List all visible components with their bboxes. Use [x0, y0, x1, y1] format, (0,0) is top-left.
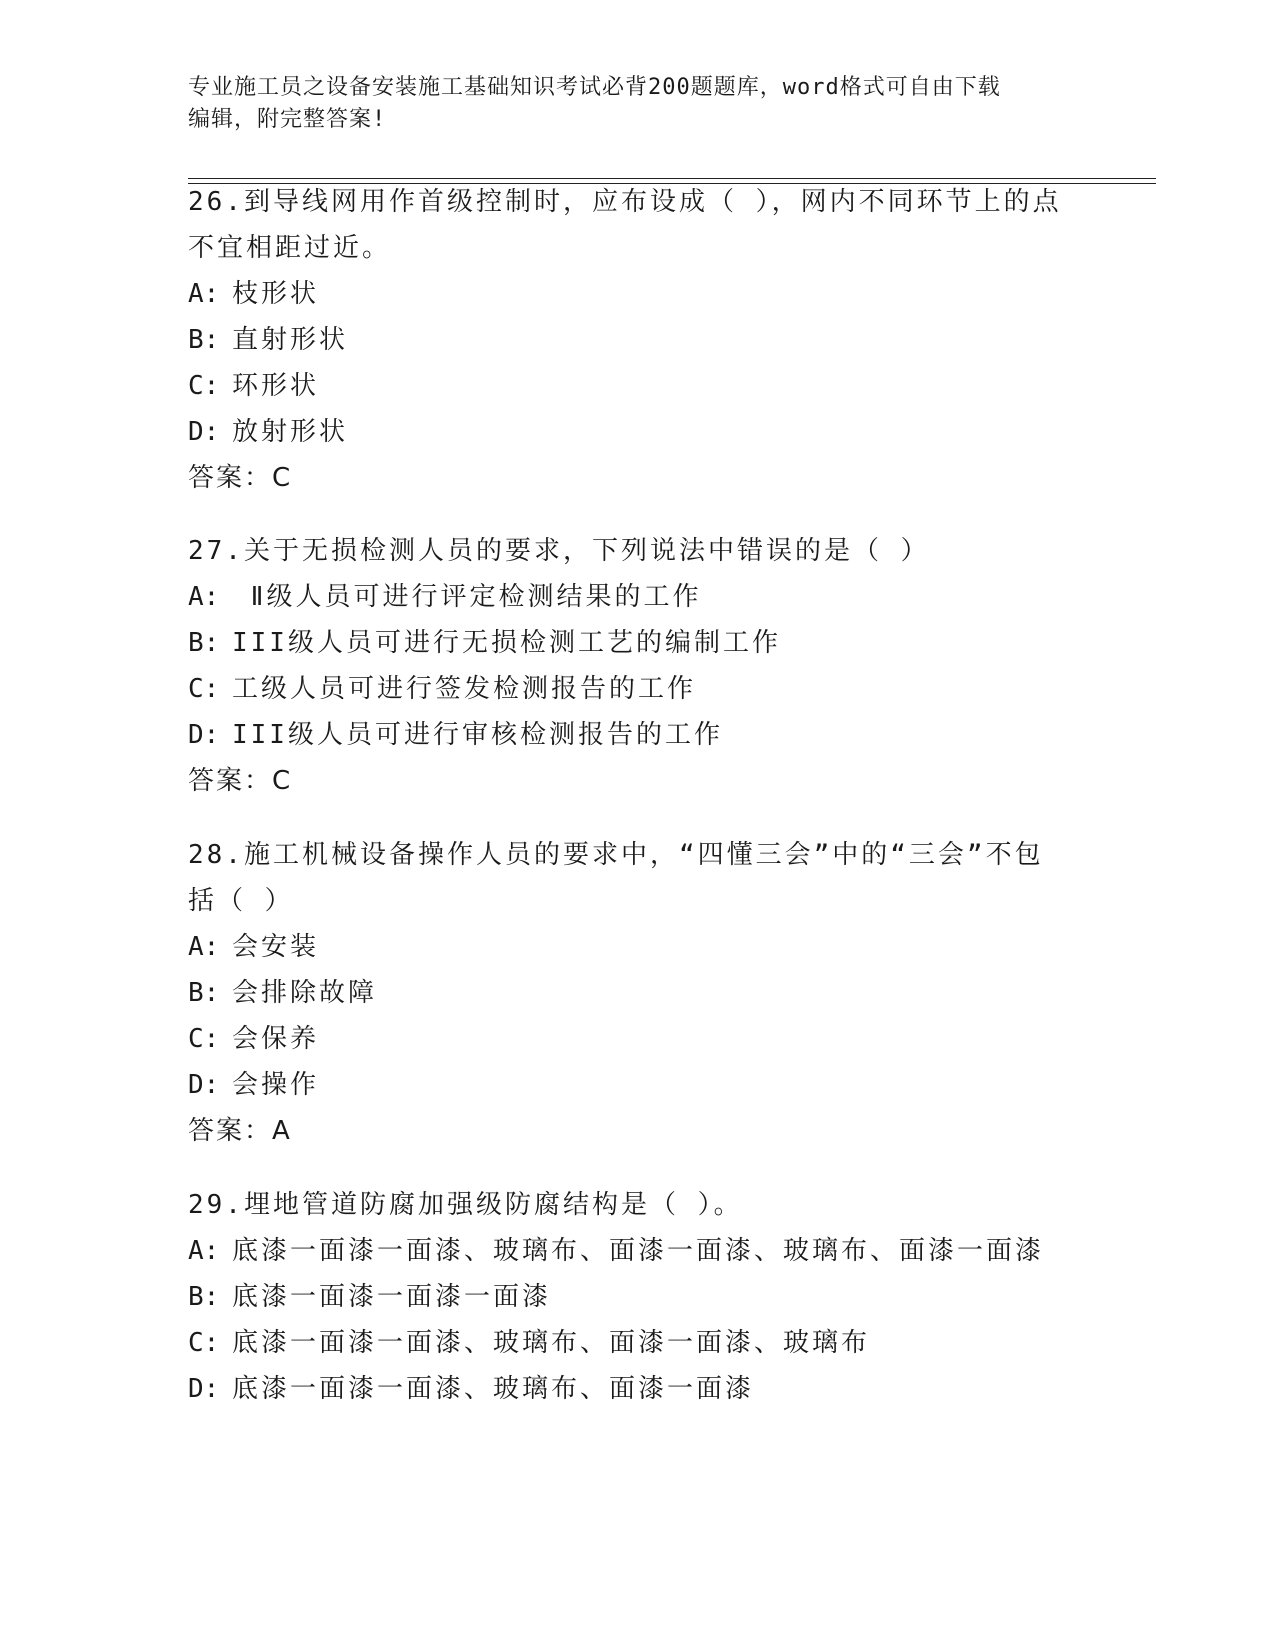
document-header	[188, 72, 1088, 136]
question-29	[188, 1182, 1088, 1412]
answer-line: 答案：C	[188, 463, 293, 493]
question-stem-line: 26.到导线网用作首级控制时，应布设成（ ），网内不同环节上的点	[188, 187, 1062, 217]
option-d: D: 会操作	[188, 1070, 320, 1100]
header-line-1: 专业施工员之设备安装施工基础知识考试必背200题题库，word格式可自由下载	[188, 75, 1001, 100]
option-d: D: 底漆一面漆一面漆、玻璃布、面漆一面漆	[188, 1374, 755, 1404]
option-b: B: 直射形状	[188, 325, 349, 355]
option-c: C: 底漆一面漆一面漆、玻璃布、面漆一面漆、玻璃布	[188, 1328, 871, 1358]
option-a: A: 会安装	[188, 932, 320, 962]
question-26	[188, 179, 1088, 501]
answer-line: 答案：C	[188, 766, 293, 796]
question-28	[188, 832, 1088, 1154]
option-c: C: 会保养	[188, 1024, 320, 1054]
option-c: C: 工级人员可进行签发检测报告的工作	[188, 674, 697, 704]
question-stem-line: 27.关于无损检测人员的要求，下列说法中错误的是（ ）	[188, 536, 930, 566]
question-stem-line: 28.施工机械设备操作人员的要求中，“四懂三会”中的“三会”不包	[188, 840, 1044, 870]
header-line-2: 编辑，附完整答案!	[188, 107, 387, 132]
option-b: B: 底漆一面漆一面漆一面漆	[188, 1282, 552, 1312]
question-27	[188, 528, 1088, 804]
option-a: A: 底漆一面漆一面漆、玻璃布、面漆一面漆、玻璃布、面漆一面漆	[188, 1236, 1045, 1266]
option-d: D: III级人员可进行审核检测报告的工作	[188, 720, 723, 750]
answer-line: 答案：A	[188, 1116, 292, 1146]
question-stem-line: 括（ ）	[188, 886, 294, 916]
option-b: B: III级人员可进行无损检测工艺的编制工作	[188, 628, 781, 658]
option-d: D: 放射形状	[188, 417, 349, 447]
option-b: B: 会排除故障	[188, 978, 378, 1008]
question-stem-line: 不宜相距过近。	[188, 233, 392, 263]
option-a: A: 枝形状	[188, 279, 320, 309]
question-stem-line: 29.埋地管道防腐加强级防腐结构是（ ）。	[188, 1190, 743, 1220]
option-c: C: 环形状	[188, 371, 320, 401]
option-a: A: Ⅱ级人员可进行评定检测结果的工作	[188, 582, 702, 612]
